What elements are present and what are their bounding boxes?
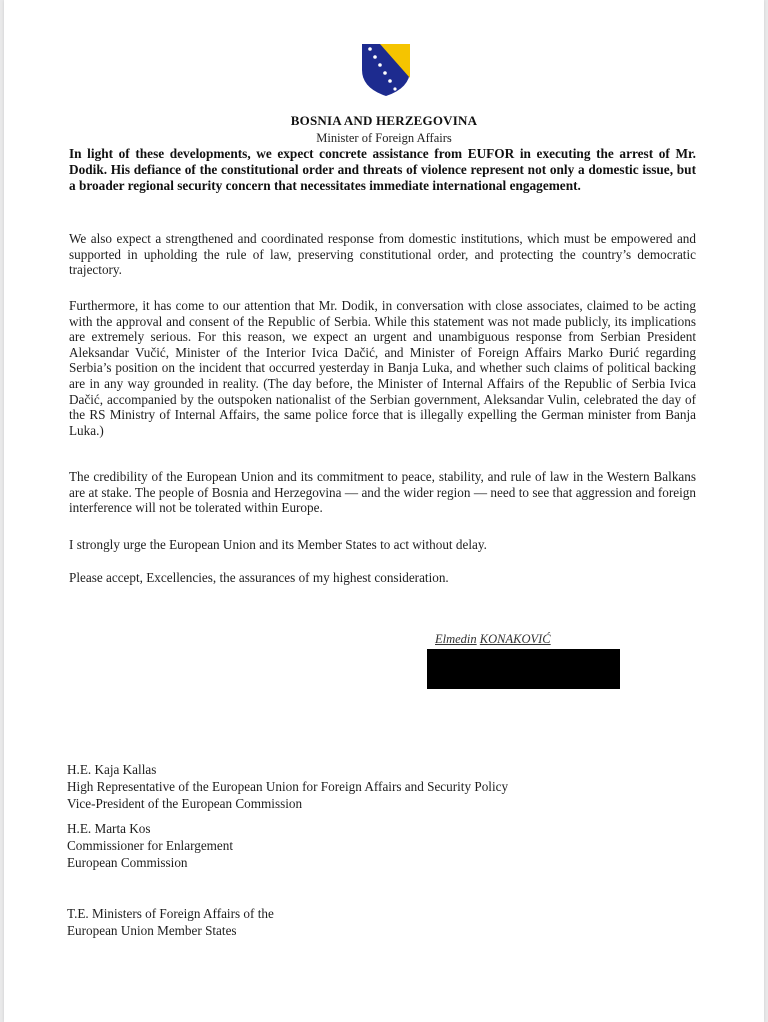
document-heading: BOSNIA AND HERZEGOVINA <box>290 113 478 128</box>
document-subheading: Minister of Foreign Affairs <box>316 131 452 145</box>
paragraph-2-block <box>69 231 696 278</box>
recipient-1-name: H.E. Kaja Kallas <box>67 762 157 777</box>
paragraph-5: I strongly urge the European Union and its Member States to act without delay. <box>69 537 487 552</box>
signature-last-name: KONAKOVIĆ <box>479 632 551 646</box>
recipient-2-title-2: European Commission <box>67 855 188 870</box>
recipient-block-2 <box>67 820 233 871</box>
paragraph-1-block <box>69 146 696 194</box>
paragraph-1: In light of these developments, we expect concrete assistance from EUFOR in executing the arrest of Mr. Dodik. His defiance of the constitutional order and threats of violence represent not only a domestic issue, but a broader regional security concern that necessitates immediate international engagement. <box>69 146 696 193</box>
paragraph-2: We also expect a strengthened and coordinated response from domestic institutions, which must be empowered and supported in upholding the rule of law, preserving constitutional order, and protecting the country’s democratic trajectory. <box>69 231 696 278</box>
paragraph-3-block <box>69 298 696 438</box>
recipient-3-line-1: T.E. Ministers of Foreign Affairs of the <box>67 906 274 921</box>
recipient-block-1 <box>67 761 508 812</box>
paragraph-4-block <box>69 469 696 516</box>
paragraph-6: Please accept, Excellencies, the assurances of my highest consideration. <box>69 570 449 585</box>
signature-first-name: Elmedin <box>435 632 477 646</box>
paragraph-3: Furthermore, it has come to our attention that Mr. Dodik, in conversation with close associates, claimed to be acting with the approval and consent of the Republic of Serbia. While this statement was not made publicly, its implications are extremely serious. For this reason, we expect an urgent and unambiguous response from Serbian President Aleksandar Vučić, Minister of the Interior Ivica Dačić, and Minister of Foreign Affairs Marko Đurić regarding Serbia’s position on the incident that occurred yesterday in Banja Luka, and whether such claims of political backing are in any way grounded in reality. (The day before, the Minister of Internal Affairs of the Republic of Serbia Ivica Dačić, accompanied by the outspoken nationalist of the Serbian government, Aleksandar Vulin, celebrated the day of the RS Ministry of Internal Affairs, the same police force that is illegally expelling the German minister from Banja Luka.) <box>69 298 696 438</box>
letter-page <box>4 0 764 1022</box>
paragraph-4: The credibility of the European Union and its commitment to peace, stability, and rule of law in the Western Balkans are at stake. The people of Bosnia and Herzegovina — and the wider region — need to see that aggression and foreign interference will not be tolerated within Europe. <box>69 469 696 516</box>
redacted-signature-block <box>427 649 620 689</box>
paragraph-5-block <box>69 537 696 553</box>
bih-coat-of-arms-icon <box>358 40 414 98</box>
recipient-2-name: H.E. Marta Kos <box>67 821 151 836</box>
recipient-1-title-2: Vice-President of the European Commission <box>67 796 303 811</box>
recipient-3-line-2: European Union Member States <box>67 923 237 938</box>
recipient-1-title: High Representative of the European Union for Foreign Affairs and Security Policy <box>67 779 509 794</box>
signature-name <box>435 632 551 647</box>
paragraph-6-block <box>69 570 696 586</box>
recipient-2-title: Commissioner for Enlargement <box>67 838 234 853</box>
recipient-block-3 <box>67 905 274 939</box>
